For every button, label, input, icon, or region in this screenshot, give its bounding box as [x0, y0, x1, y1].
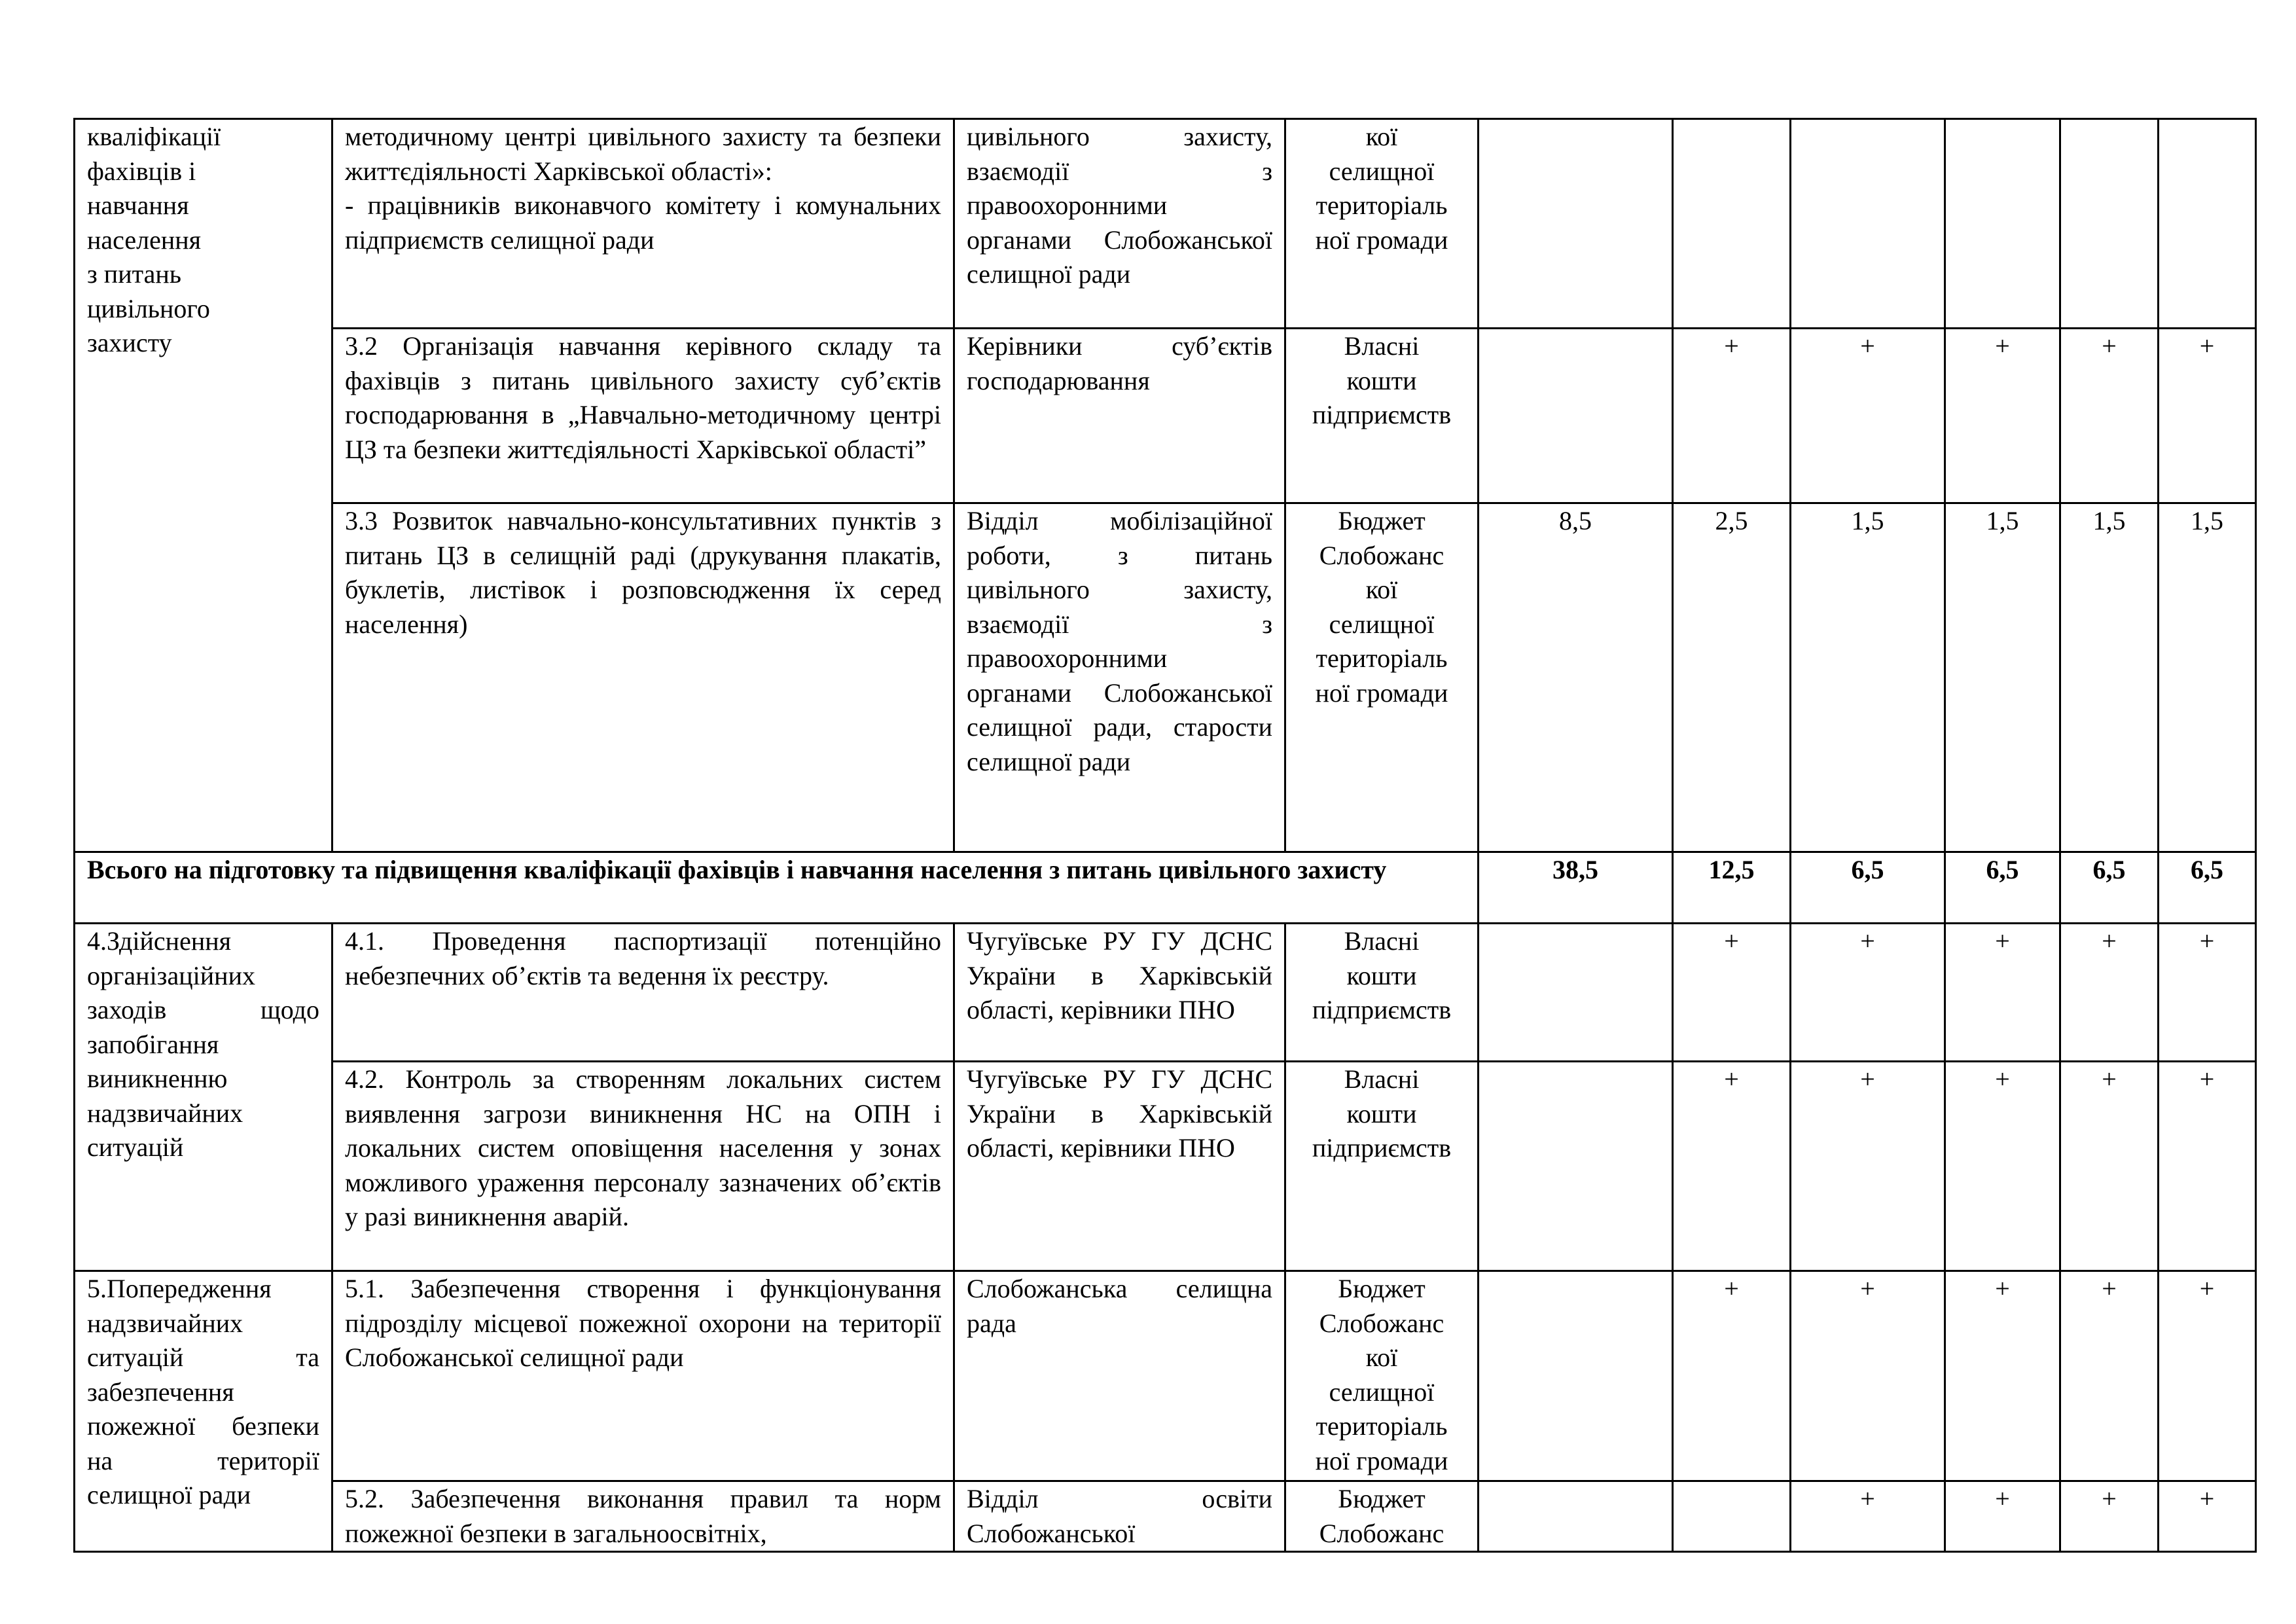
year-value: +: [2159, 329, 2256, 503]
year-value: +: [1791, 1271, 1945, 1481]
total-value: 6,5: [1791, 852, 1945, 924]
table-row: [75, 1481, 2256, 1552]
year-value: +: [2060, 1062, 2159, 1271]
executor-text: цивільного захисту, взаємодії з правоохоронними органами Слобожанської селищної ради: [954, 119, 1285, 329]
year-value: +: [1673, 1062, 1791, 1271]
year-value: [1945, 119, 2060, 329]
year-value: [1673, 119, 1791, 329]
measure-text: 3.3 Розвиток навчально-консультативних пунктів з питань ЦЗ в селищній раді (друкування плакатів, буклетів, листівок і розповсюдження їх серед населення): [332, 503, 954, 852]
program-measures-table: [73, 118, 2257, 1553]
year-value: +: [1673, 329, 1791, 503]
year-value: 1,5: [2060, 503, 2159, 852]
measure-text: 4.1. Проведення паспортизації потенційно небезпечних об’єктів та ведення їх реєстру.: [332, 924, 954, 1062]
year-value: [1479, 1271, 1673, 1481]
year-value: +: [2060, 1271, 2159, 1481]
funding-source: кої селищної територіаль ної громади: [1285, 119, 1479, 329]
task-group-title: 4.Здійснення організаційних заходів щодо запобігання виникненню надзвичайних ситуацій: [75, 924, 332, 1271]
total-row: [75, 852, 2256, 924]
year-value: 1,5: [2159, 503, 2256, 852]
table-row: [75, 1271, 2256, 1481]
year-value: +: [1791, 1481, 1945, 1552]
year-value: +: [2159, 1062, 2256, 1271]
year-value: +: [1945, 924, 2060, 1062]
year-value: 1,5: [1791, 503, 1945, 852]
year-value: 2,5: [1673, 503, 1791, 852]
total-value: 6,5: [2060, 852, 2159, 924]
measure-text: 5.1. Забезпечення створення і функціонування підрозділу місцевої пожежної охорони на території Слобожанської селищної ради: [332, 1271, 954, 1481]
total-value: 6,5: [1945, 852, 2060, 924]
year-value: [1791, 119, 1945, 329]
executor-text: Чугуївське РУ ГУ ДСНС України в Харківській області, керівники ПНО: [954, 1062, 1285, 1271]
total-value: 6,5: [2159, 852, 2256, 924]
year-value: 8,5: [1479, 503, 1673, 852]
year-value: +: [2060, 1481, 2159, 1552]
funding-source: Бюджет Слобожанс: [1285, 1481, 1479, 1552]
table-row: [75, 329, 2256, 503]
executor-text: Чугуївське РУ ГУ ДСНС України в Харківській області, керівники ПНО: [954, 924, 1285, 1062]
year-value: [1479, 119, 1673, 329]
year-value: +: [1945, 1062, 2060, 1271]
year-value: +: [1945, 1481, 2060, 1552]
measure-text: 3.2 Організація навчання керівного складу та фахівців з питань цивільного захисту суб’єктів господарювання в „Навчально-методичному центрі ЦЗ та безпеки життєдіяльності Харківської області”: [332, 329, 954, 503]
funding-source: Власні кошти підприємств: [1285, 924, 1479, 1062]
task-group-title: 5.Попередження надзвичайних ситуацій та забезпечення пожежної безпеки на території селищної ради: [75, 1271, 332, 1552]
year-value: [1479, 1062, 1673, 1271]
year-value: [1479, 329, 1673, 503]
funding-source: Власні кошти підприємств: [1285, 1062, 1479, 1271]
year-value: +: [2060, 924, 2159, 1062]
year-value: +: [2060, 329, 2159, 503]
measure-text: методичному центрі цивільного захисту та безпеки життєдіяльності Харківської області»: - працівників виконавчого комітету і комунальних підприємств селищної ради: [332, 119, 954, 329]
table-row: [75, 503, 2256, 852]
year-value: +: [2159, 1481, 2256, 1552]
year-value: +: [2159, 924, 2256, 1062]
executor-text: Слобожанська селищна рада: [954, 1271, 1285, 1481]
year-value: [2060, 119, 2159, 329]
year-value: [1479, 1481, 1673, 1552]
year-value: +: [1791, 924, 1945, 1062]
total-value: 12,5: [1673, 852, 1791, 924]
funding-source: Власні кошти підприємств: [1285, 329, 1479, 503]
measure-text: 4.2. Контроль за створенням локальних систем виявлення загрози виникнення НС на ОПН і локальних систем оповіщення населення у зонах можливого ураження персоналу зазначених об’єктів у разі виникнення аварій.: [332, 1062, 954, 1271]
year-value: +: [2159, 1271, 2256, 1481]
year-value: 1,5: [1945, 503, 2060, 852]
task-group-title: кваліфікації фахівців і навчання населення з питань цивільного захисту: [75, 119, 332, 852]
table-row: [75, 119, 2256, 329]
year-value: +: [1945, 1271, 2060, 1481]
year-value: [1479, 924, 1673, 1062]
total-value: 38,5: [1479, 852, 1673, 924]
executor-text: Керівники суб’єктів господарювання: [954, 329, 1285, 503]
funding-source: Бюджет Слобожанс кої селищної територіаль ної громади: [1285, 1271, 1479, 1481]
total-label: Всього на підготовку та підвищення кваліфікації фахівців і навчання населення з питань цивільного захисту: [75, 852, 1479, 924]
executor-text: Відділ освіти Слобожанської: [954, 1481, 1285, 1552]
table-row: [75, 924, 2256, 1062]
year-value: +: [1791, 1062, 1945, 1271]
funding-source: Бюджет Слобожанс кої селищної територіаль ної громади: [1285, 503, 1479, 852]
measure-text: 5.2. Забезпечення виконання правил та норм пожежної безпеки в загальноосвітніх,: [332, 1481, 954, 1552]
executor-text: Відділ мобілізаційної роботи, з питань цивільного захисту, взаємодії з правоохоронними органами Слобожанської селищної ради, старости селищної ради: [954, 503, 1285, 852]
table-row: [75, 1062, 2256, 1271]
year-value: +: [1673, 924, 1791, 1062]
year-value: +: [1945, 329, 2060, 503]
year-value: +: [1673, 1271, 1791, 1481]
year-value: [2159, 119, 2256, 329]
year-value: +: [1791, 329, 1945, 503]
year-value: [1673, 1481, 1791, 1552]
